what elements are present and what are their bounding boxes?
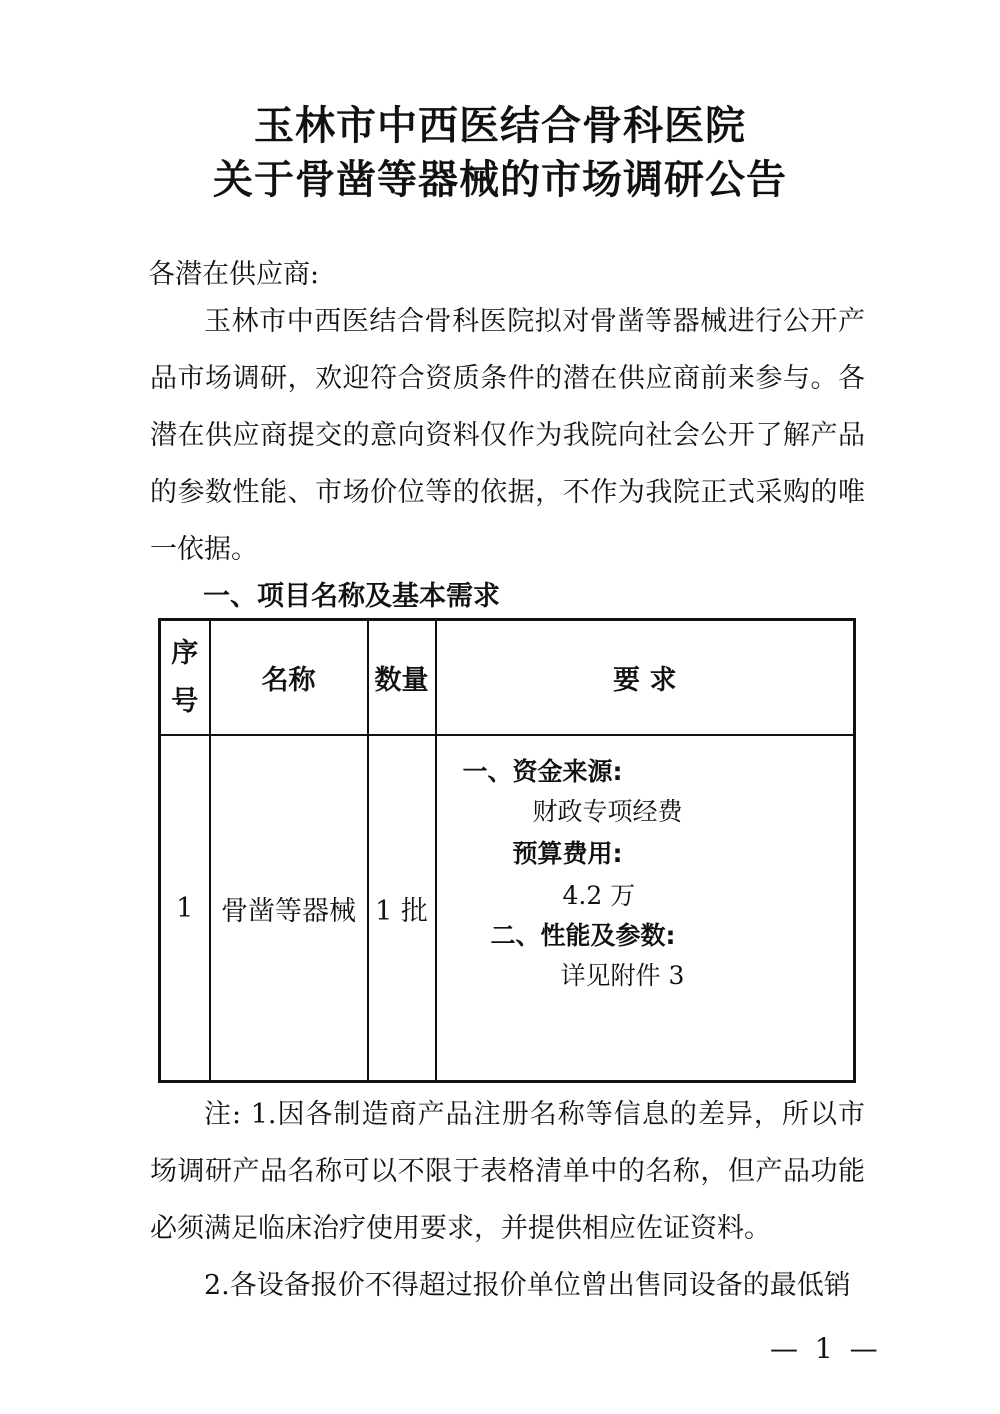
header-qty: 数量 bbox=[368, 620, 436, 736]
funding-value: 财政专项经费 bbox=[532, 797, 683, 826]
header-seq-line2: 号 bbox=[171, 685, 199, 717]
note-2: 2.各设备报价不得超过报价单位曾出售同设备的最低销 bbox=[204, 1270, 851, 1301]
intro-paragraph: 玉林市中西医结合骨科医院拟对骨凿等器械进行公开产品市场调研，欢迎符合资质条件的潜在供应商前来参与。各潜在供应商提交的意向资料仅作为我院向社会公开了解产品的参数性能、市场价位等的依据，不作为我院正式采购的唯一依据。 bbox=[150, 306, 865, 565]
page-number: — 1 — bbox=[770, 1332, 882, 1365]
specs-value: 详见附件 3 bbox=[560, 961, 685, 990]
notes-block bbox=[150, 1086, 865, 1314]
note-1: 注: 1.因各制造商产品注册名称等信息的差异，所以市场调研产品名称可以不限于表格清单中的名称，但产品功能必须满足临床治疗使用要求，并提供相应佐证资料。 bbox=[150, 1099, 865, 1244]
cell-requirements bbox=[436, 735, 855, 1082]
budget-label: 预算费用: bbox=[512, 839, 623, 868]
cell-seq: 1 bbox=[160, 735, 210, 1082]
salutation: 各潜在供应商: bbox=[148, 259, 320, 290]
header-requirements: 要 求 bbox=[436, 620, 855, 736]
cell-qty: 1 批 bbox=[368, 735, 436, 1082]
budget-value: 4.2 万 bbox=[562, 881, 636, 910]
table-row bbox=[160, 735, 855, 1082]
funding-label: 一、资金来源: bbox=[462, 757, 623, 786]
table-header-row bbox=[160, 620, 855, 736]
cell-name: 骨凿等器械 bbox=[210, 735, 368, 1082]
header-seq-line1: 序 bbox=[171, 637, 199, 669]
section-heading-project: 一、项目名称及基本需求 bbox=[203, 581, 500, 612]
document-title-line1: 玉林市中西医结合骨科医院 bbox=[254, 103, 746, 149]
header-name: 名称 bbox=[210, 620, 368, 736]
header-seq bbox=[160, 620, 210, 736]
document-title-line2: 关于骨凿等器械的市场调研公告 bbox=[213, 157, 787, 203]
requirements-table bbox=[158, 618, 856, 1083]
specs-label: 二、性能及参数: bbox=[490, 921, 676, 950]
